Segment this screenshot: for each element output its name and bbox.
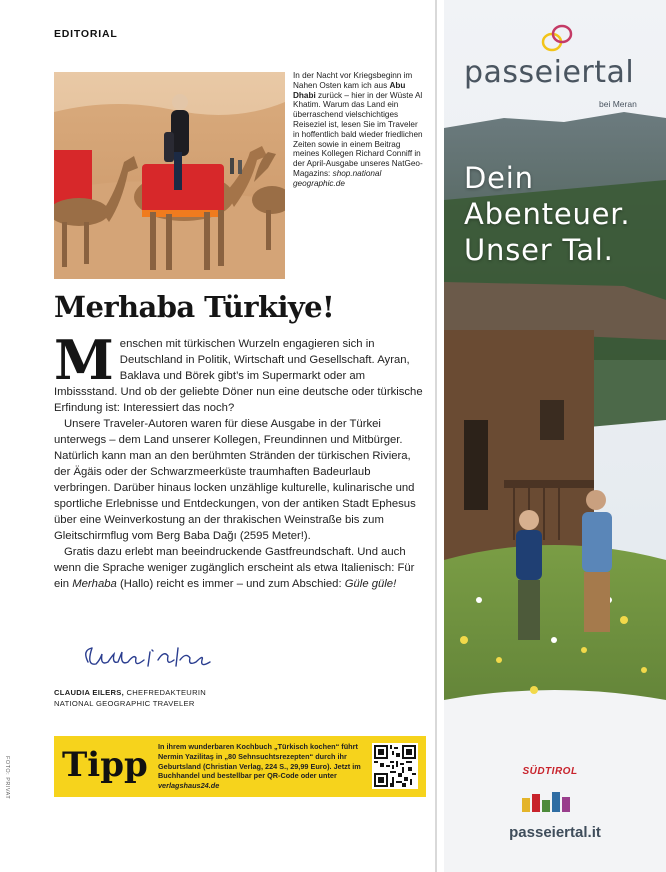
caption-place: Abu Dhabi [293,80,406,100]
photo-credit: FOTO: PRIVAT [4,756,10,800]
advertisement-passeiertal[interactable] [444,0,666,872]
signature [78,640,218,672]
author-publication: NATIONAL GEOGRAPHIC TRAVELER [54,699,195,708]
passeiertal-logo-icon [540,22,574,56]
caption-link[interactable]: shop.national geographic.de [293,168,382,188]
page-title: Merhaba Türkiye! [54,290,335,324]
paragraph-3-term: Merhaba [72,578,117,590]
dropcap: M [54,328,114,392]
author-role: CHEFREDAKTEURIN [126,688,207,697]
ad-background-photo [444,0,666,872]
ad-headline-line: Dein [464,161,534,195]
author-line [54,687,206,698]
caption-text-after: zurück – hier in der Wüste Al Khatim. Warum das Land ein überraschend vielschichtiges Reiseziel ist, lesen Sie im Traveler in hoffentlich bald wieder friedlichen Zeiten sowie in einem Beitrag meines Kollegen Richard Conniff in der April-Ausgabe unseres NatGeo-Magazins: [293,90,423,178]
ad-headline [464,160,630,268]
sudtirol-mountain-icon [522,792,578,812]
author-block [54,687,206,709]
section-label: EDITORIAL [54,28,118,40]
paragraph-3-farewell: Güle güle! [344,578,397,590]
sudtirol-logo: SÜDTIROL [522,766,578,777]
photo-caption [293,71,423,189]
author-name: CLAUDIA EILERS, [54,688,125,697]
article-body [54,328,426,592]
paragraph-1 [54,328,426,416]
ad-brand-sub: bei Meran [599,99,637,109]
column-divider [435,0,437,872]
paragraph-3-text-a: Gratis dazu erlebt man beeindruckende Gastfreundschaft. Und auch wenn die Sprache weniger zugänglich erscheint als etwa Italienisch: Für ein [54,546,415,590]
ad-headline-line: Unser Tal. [464,233,614,267]
tipp-text-body: In ihrem wunderbaren Kochbuch „Türkisch kochen“ führt Nermin Yazilitaş in „80 Sehnsuchtsrezepten“ durch ihr Geburtsland (Christian Verlag, 224 S., 29,99 Euro). Jetzt im Buchhandel und bestellbar per QR-Code oder unter [158,742,361,781]
hero-photo-desert-camels [54,72,285,279]
tipp-heading: Tipp [62,745,148,785]
tipp-link[interactable]: verlagshaus24.de [158,781,220,791]
paragraph-1-text: enschen mit türkischen Wurzeln engagieren sich in Deutschland in Politik, Wirtschaft und Gesellschaft. Ayran, Baklava und Börek gibt’s im Supermarkt oder am Imbissstand. Und ob der geliebte Döner nun eine deutsche oder türkische Erfindung ist: Interessiert das noch? [54,338,423,414]
ad-url[interactable]: passeiertal.it [509,824,601,841]
paragraph-2: Unsere Traveler-Autoren waren für diese Ausgabe in der Türkei unterwegs – dem Land unserer Kollegen, Freundinnen und Mitbürger. Natürlich kann man an den berühmten Stränden der türkischen Riviera, der Ägäis oder der Schwarzmeerküste traumhaften Badeurlaub verbringen. Darüber hinaus locken unzählige kulturelle, kulinarische und sportliche Erlebnisse und Entdeckungen, von der antiken Stadt Ephesus über eine Weinverkostung an der thrakischen Weinstraße bis zum Gleitschirmflug vom Berg Baba Dağı (2595 Meter!). [54,418,416,542]
caption-text-before: In der Nacht vor Kriegsbeginn im Nahen Osten kam ich aus [293,71,413,90]
tipp-text [158,742,366,791]
paragraph-3-text-c: (Hallo) reicht es immer – und zum Abschied: [116,578,345,590]
tipp-box [54,736,426,797]
ad-headline-line: Abenteuer. [464,197,631,231]
paragraph-3 [54,544,426,592]
ad-brand: passeiertal [464,55,635,90]
qr-code-icon[interactable] [372,743,418,789]
